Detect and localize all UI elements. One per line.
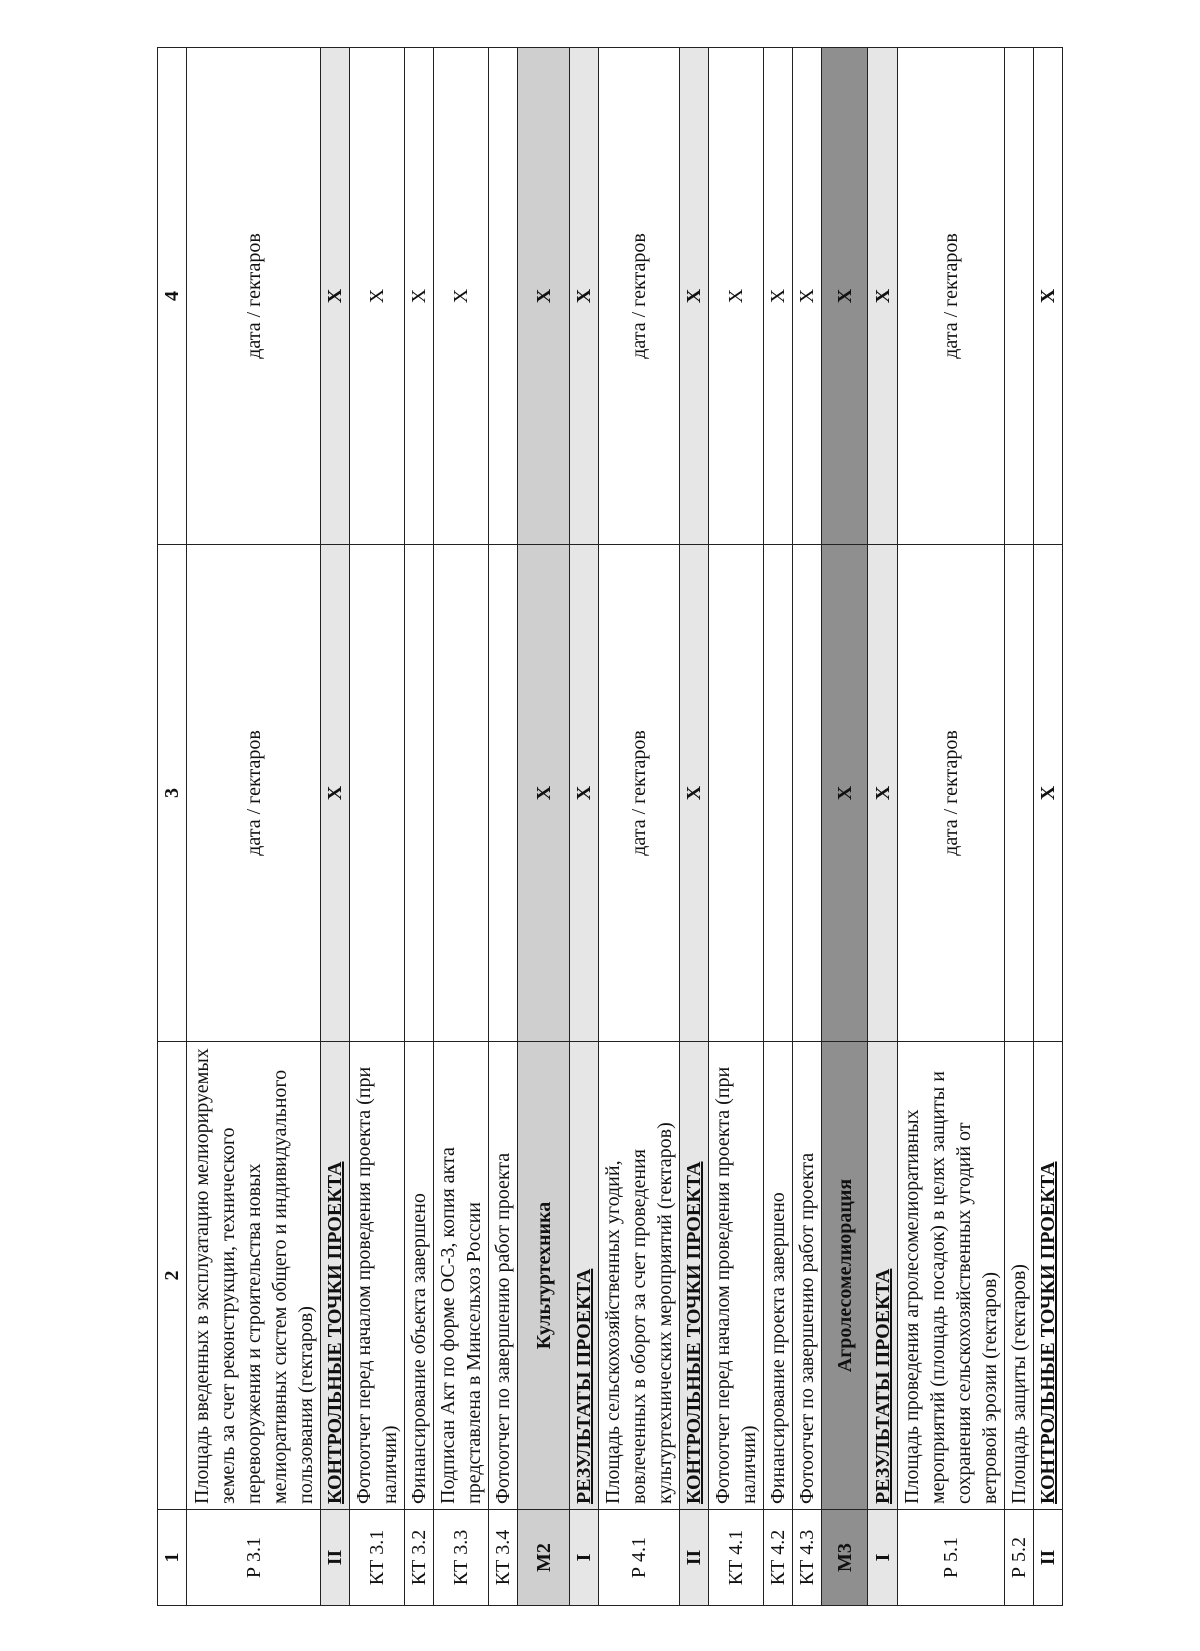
row-text: Фотоотчет по завершению работ проекта — [489, 1042, 518, 1510]
row-col3 — [709, 545, 764, 1042]
module-title: Агролесомелиорация — [822, 1042, 868, 1510]
table-row — [709, 48, 764, 1606]
row-code: КТ 4.2 — [764, 1510, 793, 1606]
row-code: II — [680, 1510, 709, 1606]
table-row — [1005, 48, 1034, 1606]
row-col4: X — [570, 48, 599, 545]
project-results-table — [157, 47, 1063, 1606]
row-col3: дата / гектаров — [187, 545, 321, 1042]
table-header-row — [158, 48, 187, 1606]
row-col4: дата / гектаров — [898, 48, 1005, 545]
table-row — [405, 48, 434, 1606]
header-cell: 1 — [158, 1510, 187, 1606]
row-col3 — [405, 545, 434, 1042]
row-text: Финансирование объекта завершено — [405, 1042, 434, 1510]
table-row — [680, 48, 709, 1606]
row-code: М2 — [518, 1510, 570, 1606]
row-code: Р 5.1 — [898, 1510, 1005, 1606]
row-col4 — [1005, 48, 1034, 545]
row-col3: дата / гектаров — [599, 545, 680, 1042]
row-col4: X — [405, 48, 434, 545]
table-row — [1034, 48, 1063, 1606]
row-col4: X — [434, 48, 489, 545]
row-col4: X — [518, 48, 570, 545]
row-col3: X — [1034, 545, 1063, 1042]
table-row — [321, 48, 350, 1606]
row-text: Площадь проведения агролесомелиоративных мероприятий (площадь посадок) в целях защиты и сохранения сельскохозяйственных угодий от ветровой эрозии (гектаров) — [898, 1042, 1005, 1510]
row-col3 — [793, 545, 822, 1042]
row-col3 — [764, 545, 793, 1042]
row-col4: X — [1034, 48, 1063, 545]
table-row — [868, 48, 898, 1606]
table-row — [570, 48, 599, 1606]
row-col4: дата / гектаров — [187, 48, 321, 545]
row-col4 — [489, 48, 518, 545]
row-text: Площадь введенных в эксплуатацию мелиорируемых земель за счет реконструкции, технического перевооружения и строительства новых мелиоративных систем общего и индивидуального пользования (гектаров) — [187, 1042, 321, 1510]
row-code: Р 3.1 — [187, 1510, 321, 1606]
row-text: КОНТРОЛЬНЫЕ ТОЧКИ ПРОЕКТА — [321, 1042, 350, 1510]
row-code: II — [1034, 1510, 1063, 1606]
row-text: Подписан Акт по форме ОС-3, копия акта представлена в Минсельхоз России — [434, 1042, 489, 1510]
row-code: КТ 3.1 — [350, 1510, 405, 1606]
row-code: КТ 3.4 — [489, 1510, 518, 1606]
table-row — [187, 48, 321, 1606]
row-code: I — [868, 1510, 898, 1606]
row-col4: X — [709, 48, 764, 545]
row-text: КОНТРОЛЬНЫЕ ТОЧКИ ПРОЕКТА — [680, 1042, 709, 1510]
table-row — [350, 48, 405, 1606]
row-code: КТ 3.3 — [434, 1510, 489, 1606]
row-col4: X — [822, 48, 868, 545]
module-row-m2 — [518, 48, 570, 1606]
row-col4: дата / гектаров — [599, 48, 680, 545]
row-code: КТ 3.2 — [405, 1510, 434, 1606]
row-code: Р 5.2 — [1005, 1510, 1034, 1606]
row-text: Площадь сельскохозяйственных угодий, вовлеченных в оборот за счет проведения культуртехнических мероприятий (гектаров) — [599, 1042, 680, 1510]
row-text: Фотоотчет перед началом проведения проекта (при наличии) — [709, 1042, 764, 1510]
row-col3: X — [868, 545, 898, 1042]
rotated-document-page — [157, 48, 1059, 1606]
row-text: РЕЗУЛЬТАТЫ ПРОЕКТА — [868, 1042, 898, 1510]
row-code: М3 — [822, 1510, 868, 1606]
row-col4: X — [321, 48, 350, 545]
table-row — [599, 48, 680, 1606]
row-text: РЕЗУЛЬТАТЫ ПРОЕКТА — [570, 1042, 599, 1510]
row-text: Фотоотчет по завершению работ проекта — [793, 1042, 822, 1510]
row-code: II — [321, 1510, 350, 1606]
table-row — [434, 48, 489, 1606]
row-col3: X — [680, 545, 709, 1042]
row-code: I — [570, 1510, 599, 1606]
header-cell: 4 — [158, 48, 187, 545]
row-col3 — [350, 545, 405, 1042]
row-col4: X — [680, 48, 709, 545]
module-title: Культуртехника — [518, 1042, 570, 1510]
row-text: Финансирование проекта завершено — [764, 1042, 793, 1510]
row-text: Фотоотчет перед началом проведения проекта (при наличии) — [350, 1042, 405, 1510]
row-col3: X — [822, 545, 868, 1042]
table-row — [793, 48, 822, 1606]
row-col3: дата / гектаров — [898, 545, 1005, 1042]
table-row — [489, 48, 518, 1606]
table-row — [898, 48, 1005, 1606]
row-col3: X — [518, 545, 570, 1042]
header-cell: 3 — [158, 545, 187, 1042]
row-col4: X — [868, 48, 898, 545]
row-col4: X — [350, 48, 405, 545]
row-col3: X — [321, 545, 350, 1042]
row-code: Р 4.1 — [599, 1510, 680, 1606]
row-col4: X — [793, 48, 822, 545]
row-col4: X — [764, 48, 793, 545]
row-col3 — [489, 545, 518, 1042]
header-cell: 2 — [158, 1042, 187, 1510]
row-code: КТ 4.1 — [709, 1510, 764, 1606]
row-col3 — [434, 545, 489, 1042]
row-col3 — [1005, 545, 1034, 1042]
table-row — [764, 48, 793, 1606]
row-text: КОНТРОЛЬНЫЕ ТОЧКИ ПРОЕКТА — [1034, 1042, 1063, 1510]
row-code: КТ 4.3 — [793, 1510, 822, 1606]
row-text: Площадь защиты (гектаров) — [1005, 1042, 1034, 1510]
module-row-m3 — [822, 48, 868, 1606]
row-col3: X — [570, 545, 599, 1042]
